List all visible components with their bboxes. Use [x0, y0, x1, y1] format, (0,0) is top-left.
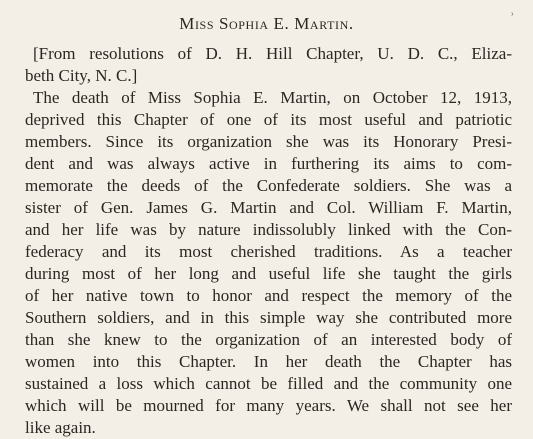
text-line: women into this Chapter. In her death the Chapter has [25, 352, 512, 371]
text-line: [From resolutions of D. H. Hill Chapter, U. D. C., Eliza- [33, 44, 512, 63]
text-line: beth City, N. C.] [25, 66, 138, 85]
text-line: The death of Miss Sophia E. Martin, on October 12, 1913, [33, 88, 512, 107]
text-line: and her life was by nature indissolubly linked with the Con- [25, 220, 512, 239]
corner-mark: ʾ [509, 11, 515, 28]
text-line: like again. [25, 418, 96, 437]
text-line: during most of her long and useful life she taught the girls [25, 264, 512, 283]
page-title: Miss Sophia E. Martin. [179, 14, 354, 33]
text-line: deprived this Chapter of one of its most useful and patriotic [25, 110, 512, 129]
text-line: members. Since its organization she was its Honorary Presi- [25, 132, 512, 151]
text-line: which will be mourned for many years. We shall not see her [25, 396, 512, 415]
paragraph-source [25, 43, 512, 87]
text-line: dent and was always active in furthering its aims to com- [25, 154, 512, 173]
text-line: Southern soldiers, and in this simple way she contributed more [25, 308, 512, 327]
text-line: than she knew to the organization of an interested body of [25, 330, 512, 349]
text-line: memorate the deeds of the Confederate soldiers. She was a [25, 176, 512, 195]
body-text [25, 43, 512, 439]
text-line: federacy and its most cherished traditions. As a teacher [25, 242, 512, 261]
text-line: sister of Gen. James G. Martin and Col. William F. Martin, [25, 198, 512, 217]
paragraph-resolution [25, 87, 512, 439]
text-line: sustained a loss which cannot be filled and the community one [25, 374, 512, 393]
text-line: of her native town to honor and respect the memory of the [25, 286, 512, 305]
